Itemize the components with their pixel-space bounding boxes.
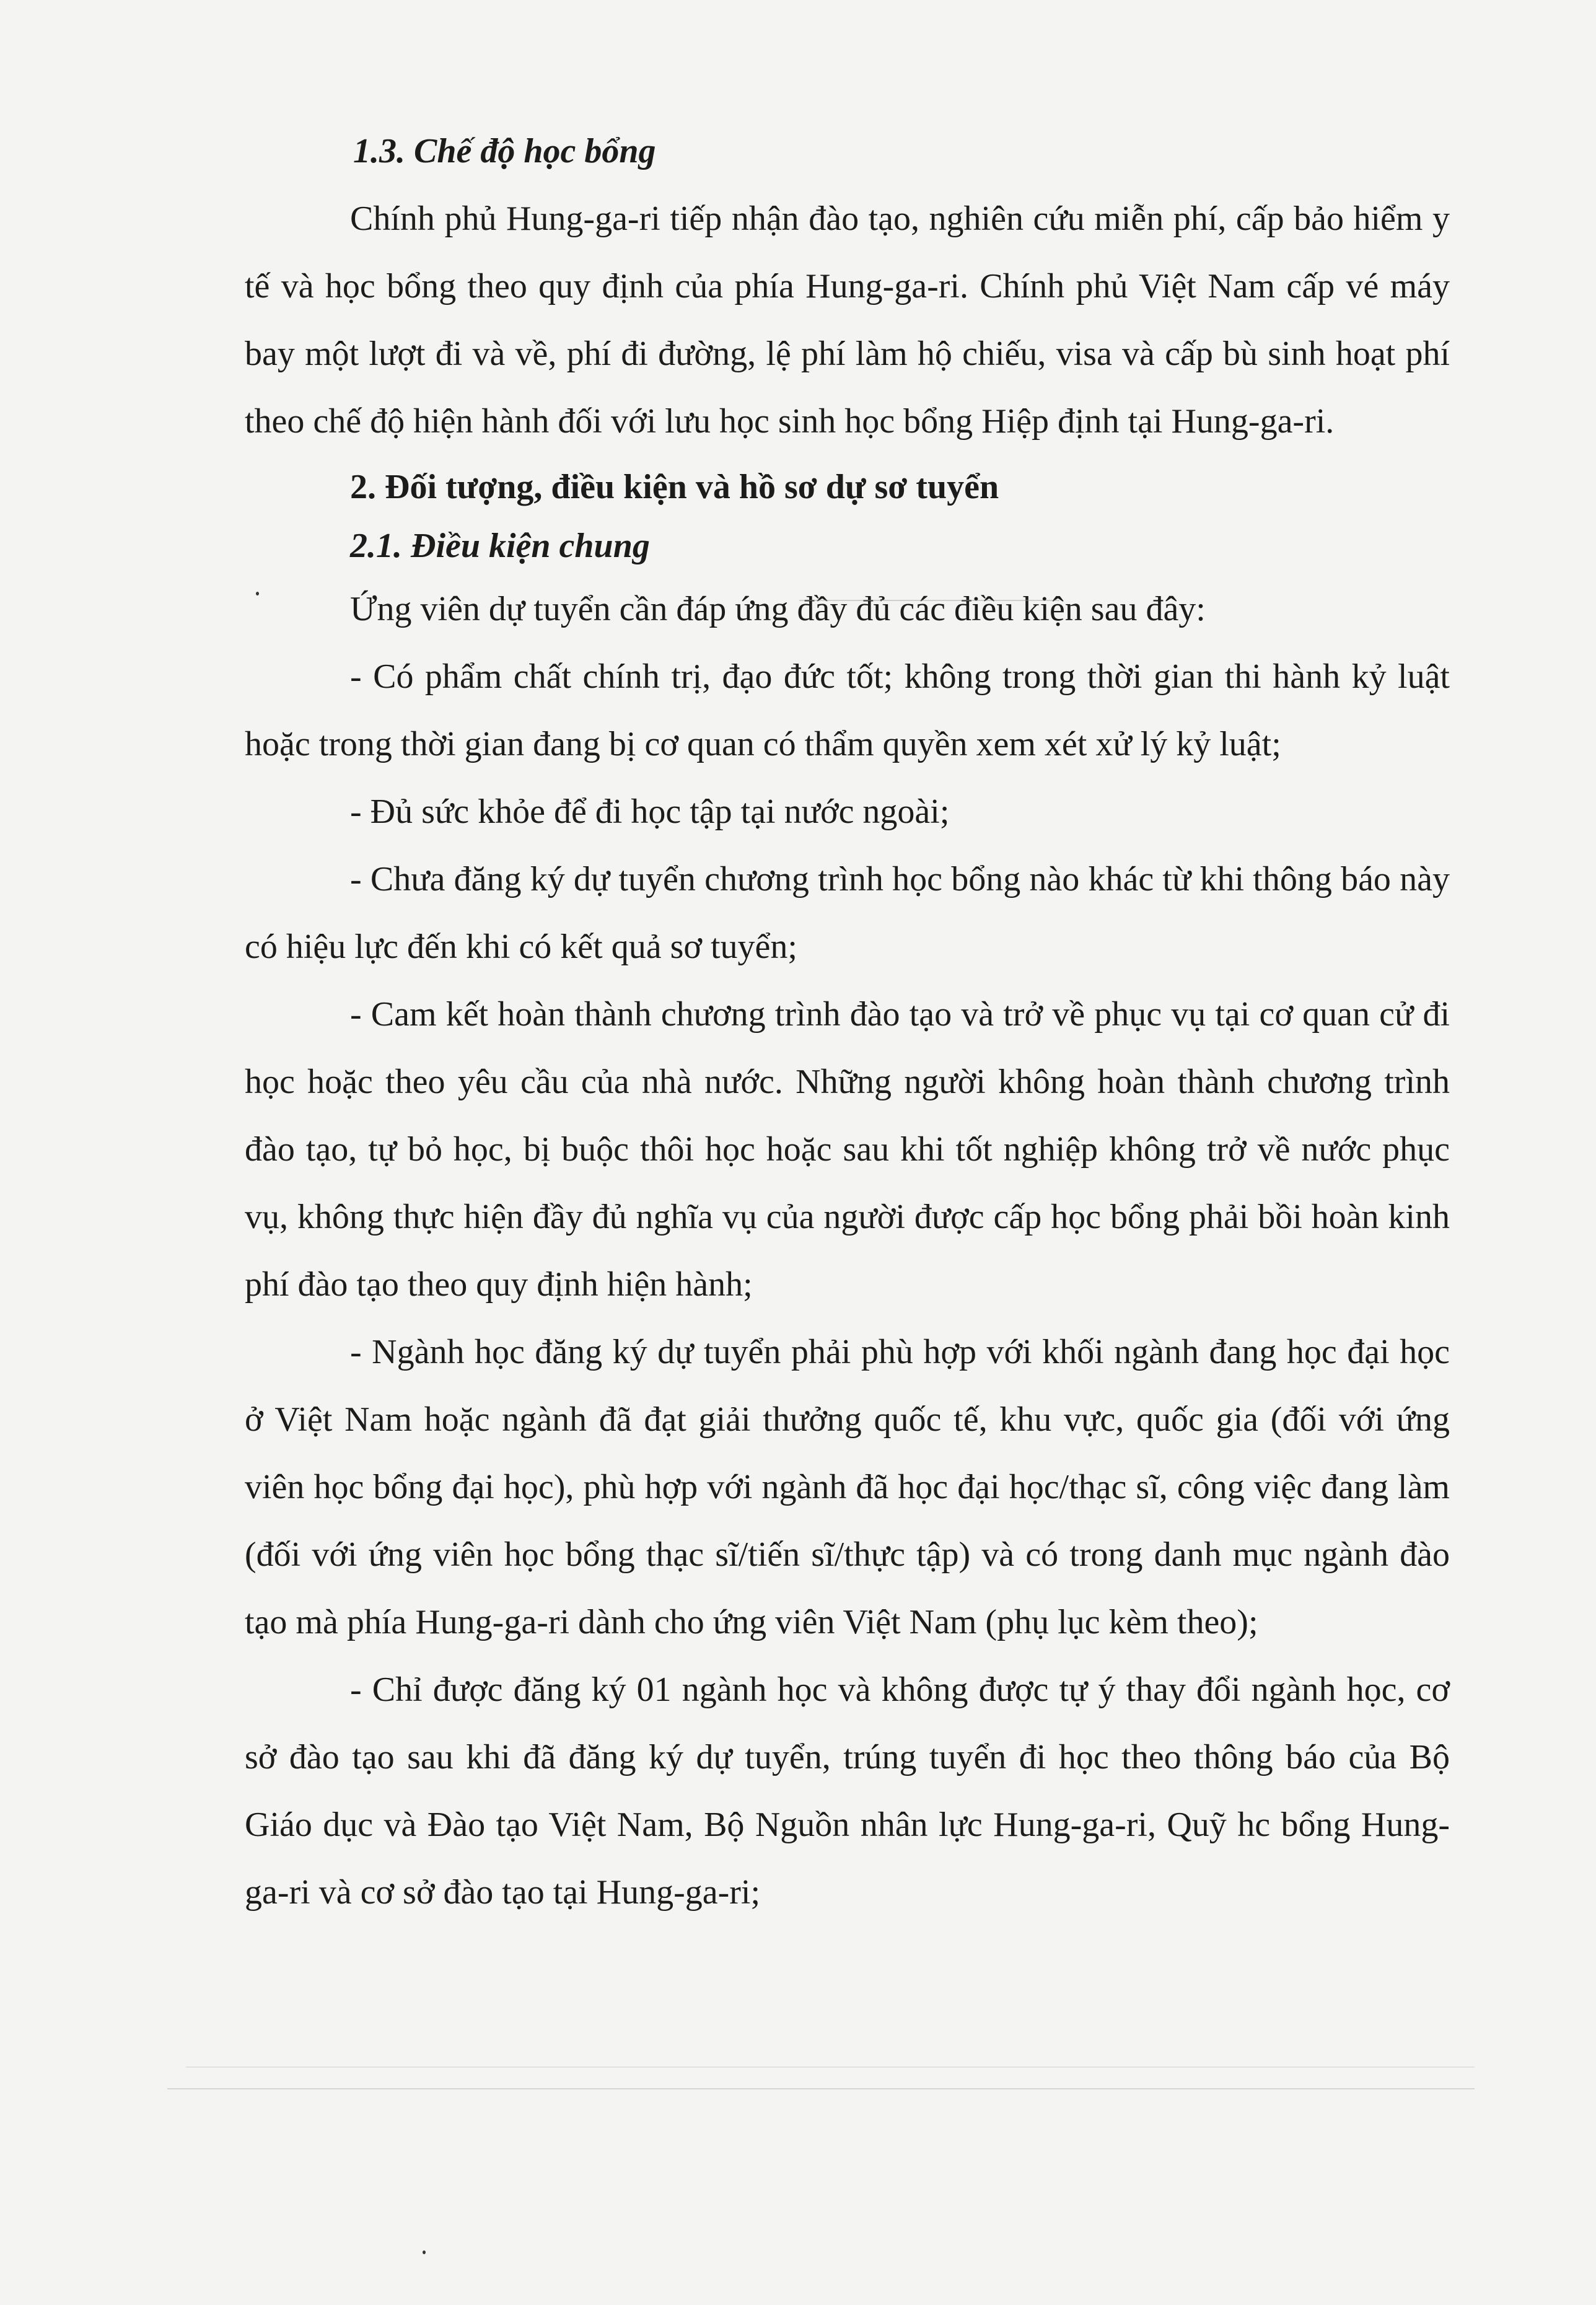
document-body (245, 118, 1450, 1926)
list-item-commitment: - Cam kết hoàn thành chương trình đào tạo và trở về phục vụ tại cơ quan cử đi học hoặc theo yêu cầu của nhà nước. Những người không hoàn thành chương trình đào tạo, tự bỏ học, bị buộc thôi học hoặc sau khi tốt nghiệp không trở về nước phục vụ, không thực hiện đầy đủ nghĩa vụ của người được cấp học bổng phải bồi hoàn kinh phí đào tạo theo quy định hiện hành; (245, 995, 1450, 1304)
paragraph-scholarship: Chính phủ Hung-ga-ri tiếp nhận đào tạo, nghiên cứu miễn phí, cấp bảo hiểm y tế và học bổng theo quy định của phía Hung-ga-ri. Chính phủ Việt Nam cấp vé máy bay một lượt đi và về, phí đi đường, lệ phí làm hộ chiếu, visa và cấp bù sinh hoạt phí theo chế độ hiện hành đối với lưu học sinh học bổng Hiệp định tại Hung-ga-ri. (245, 200, 1450, 441)
list-item-single-major: - Chỉ được đăng ký 01 ngành học và không được tự ý thay đổi ngành học, cơ sở đào tạo sau khi đã đăng ký dự tuyển, trúng tuyển đi học theo thông báo của Bộ Giáo dục và Đào tạo Việt Nam, Bộ Nguồn nhân lực Hung-ga-ri, Quỹ hc bổng Hung-ga-ri và cơ sở đào tạo tại Hung-ga-ri; (245, 1671, 1450, 1912)
page-bottom-line-faint (186, 2066, 1475, 2068)
paragraph-intro: Ứng viên dự tuyển cần đáp ứng đầy đủ các điều kiện sau đây: (350, 590, 1206, 628)
heading-1-3: 1.3. Chế độ học bổng (353, 132, 656, 170)
heading-2-1: 2.1. Điều kiện chung (350, 527, 650, 565)
list-item-no-other-scholarship: - Chưa đăng ký dự tuyển chương trình học bổng nào khác từ khi thông báo này có hiệu lực đến khi có kết quả sơ tuyển; (245, 860, 1450, 966)
stray-mark (256, 592, 259, 595)
stray-mark-bottom (423, 2250, 426, 2254)
list-item-field-of-study: - Ngành học đăng ký dự tuyển phải phù hợp với khối ngành đang học đại học ở Việt Nam hoặc ngành đã đạt giải thưởng quốc tế, khu vực, quốc gia (đối với ứng viên học bổng đại học), phù hợp với ngành đã học đại học/thạc sĩ, công việc đang làm (đối với ứng viên học bổng thạc sĩ/tiến sĩ/thực tập) và có trong danh mục ngành đào tạo mà phía Hung-ga-ri dành cho ứng viên Việt Nam (phụ lục kèm theo); (245, 1333, 1450, 1641)
list-item-health: - Đủ sức khỏe để đi học tập tại nước ngoài; (350, 792, 950, 831)
list-item-conduct: - Có phẩm chất chính trị, đạo đức tốt; không trong thời gian thi hành kỷ luật hoặc trong thời gian đang bị cơ quan có thẩm quyền xem xét xử lý kỷ luật; (245, 657, 1450, 763)
scan-artifact-line (799, 600, 1059, 601)
page-bottom-line (167, 2088, 1475, 2089)
heading-2: 2. Đối tượng, điều kiện và hồ sơ dự sơ tuyển (350, 468, 999, 506)
